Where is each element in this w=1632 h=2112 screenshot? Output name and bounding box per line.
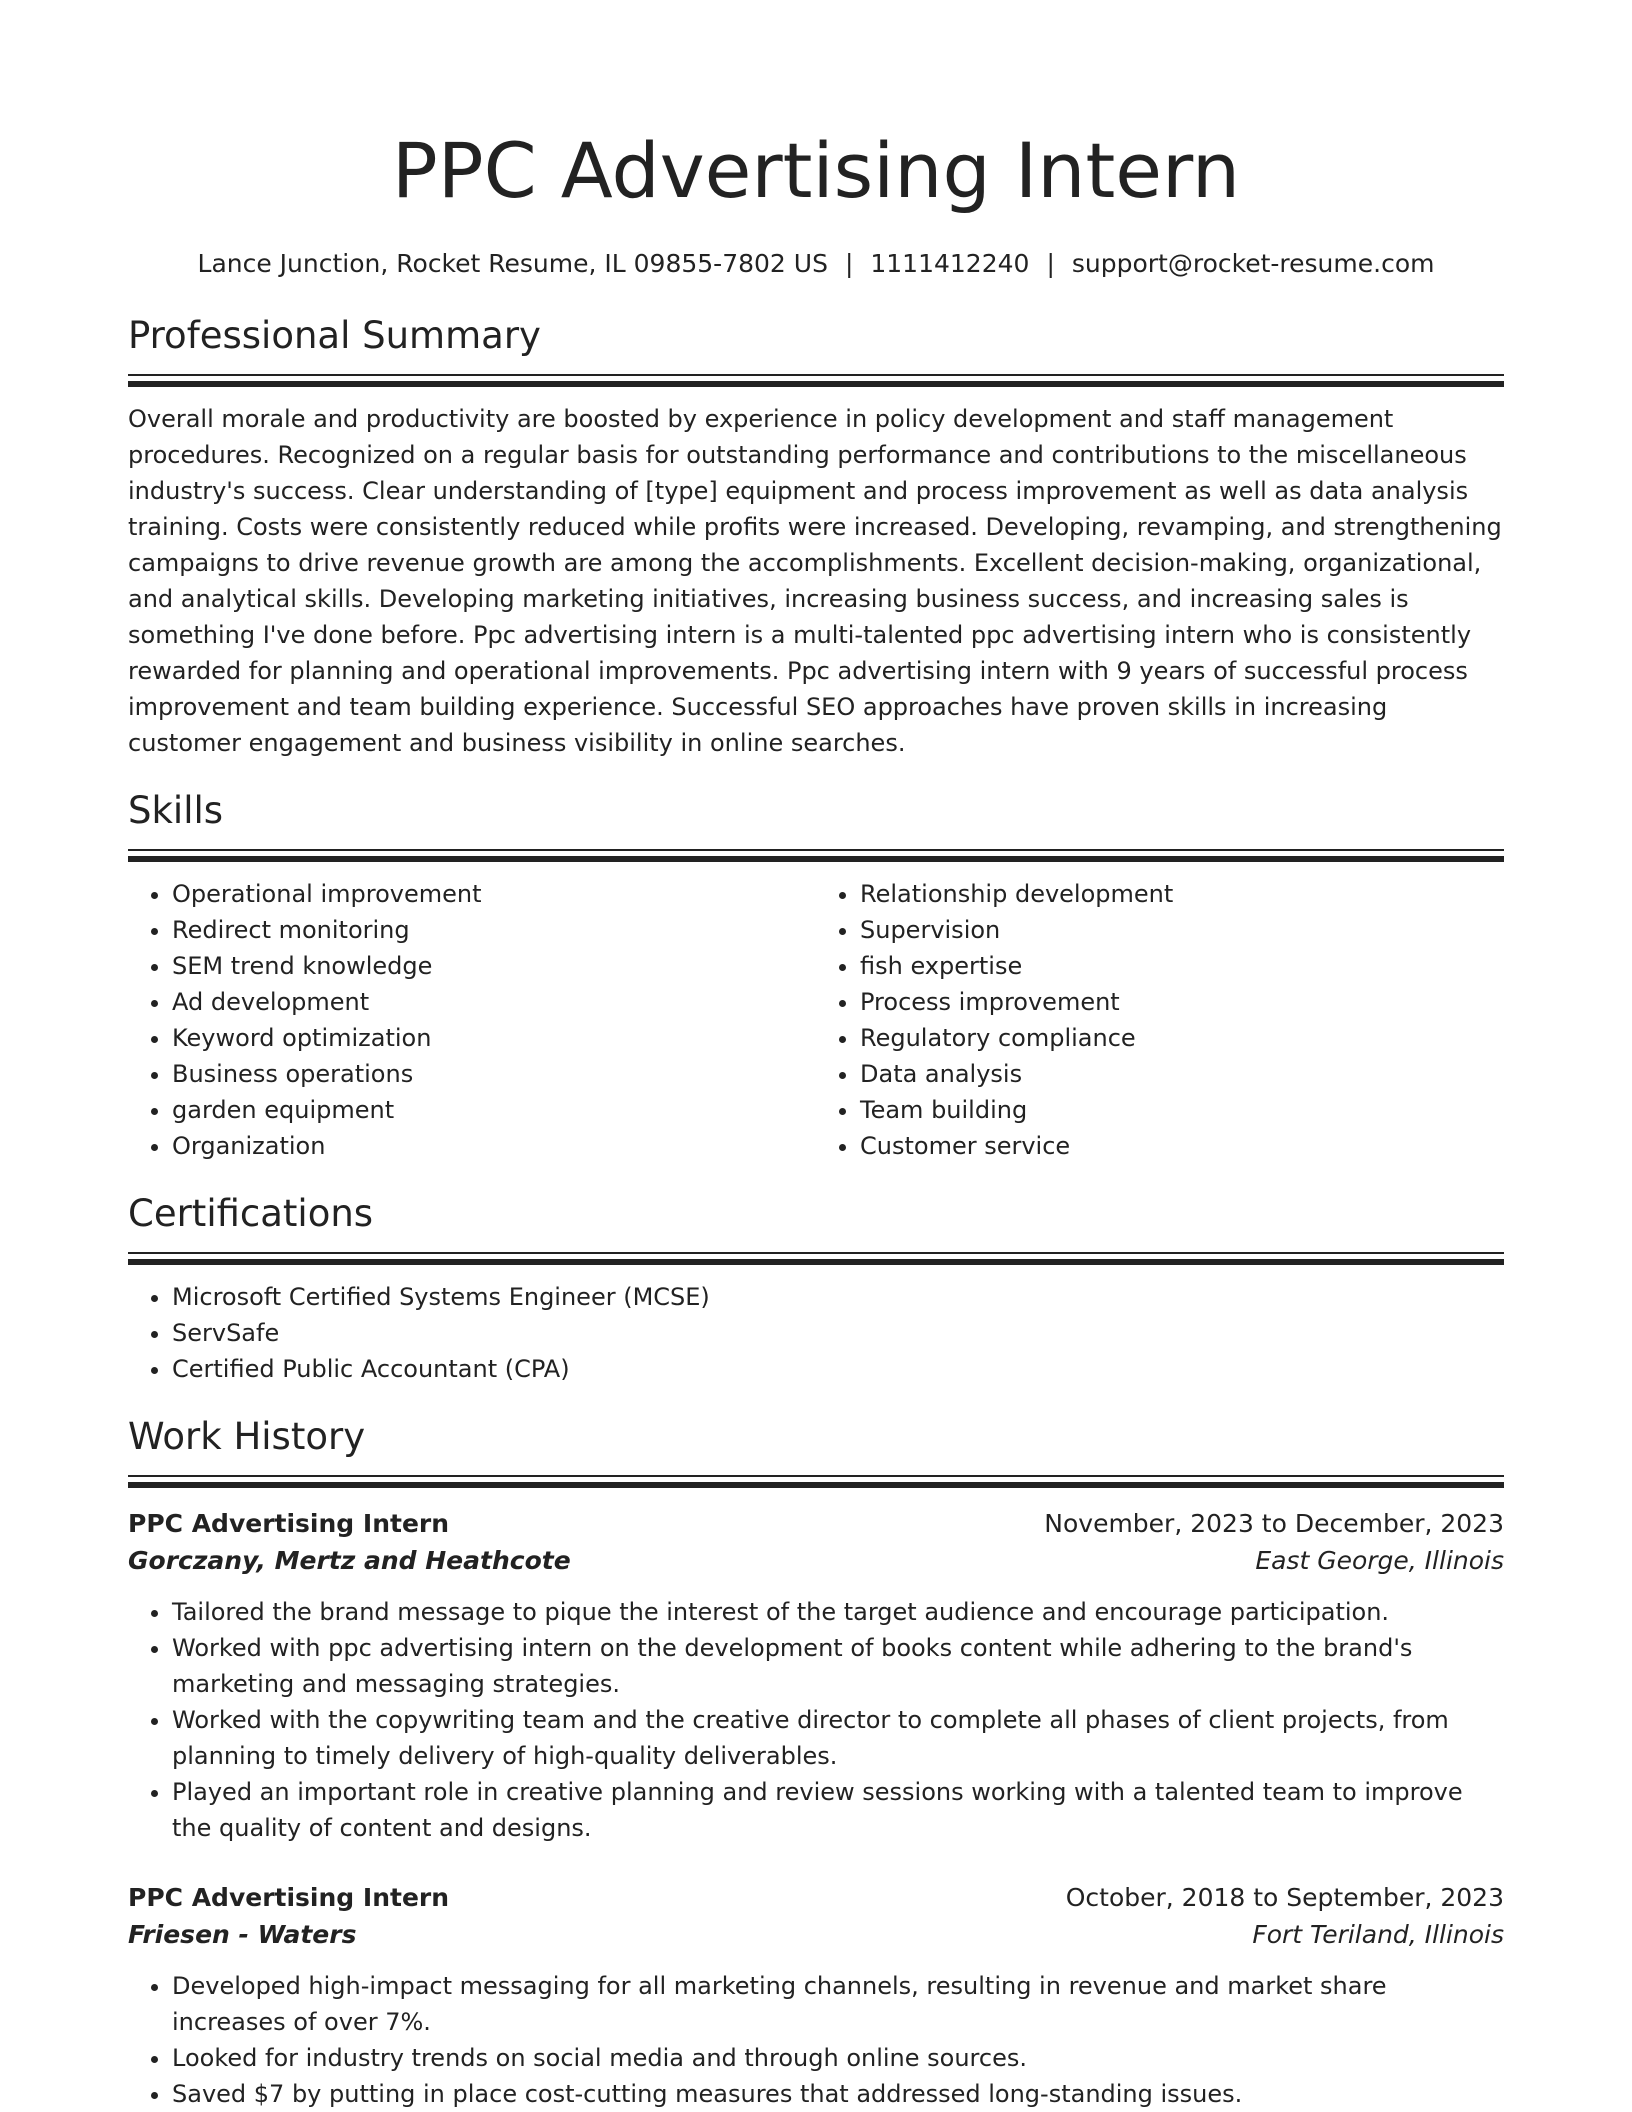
skill-item: • Regulatory compliance — [860, 1020, 1504, 1056]
job-bullet: • Tailored the brand message to pique the interest of the target audience and encourage participation. — [172, 1594, 1504, 1630]
skill-item: • Supervision — [860, 912, 1504, 948]
job-header — [128, 1880, 1504, 1916]
job-header — [128, 1506, 1504, 1542]
job-bullets — [128, 1968, 1504, 2112]
skills-columns — [128, 876, 1504, 1164]
skill-item: • Process improvement — [860, 984, 1504, 1020]
skills-list-right — [816, 876, 1504, 1164]
job-bullet: • Worked with the copywriting team and the creative director to complete all phases of client projects, from planning to timely delivery of high-quality deliverables. — [172, 1702, 1504, 1774]
job-bullet: • Developed high-impact messaging for all marketing channels, resulting in revenue and market share increases of over 7%. — [172, 1968, 1504, 2040]
skill-item: • Customer service — [860, 1128, 1504, 1164]
contact-phone: 1111412240 — [870, 249, 1030, 278]
certification-item: • Microsoft Certified Systems Engineer (MCSE) — [172, 1279, 1504, 1315]
section-rule-thin — [128, 374, 1504, 376]
certification-item: • ServSafe — [172, 1315, 1504, 1351]
job-location: Fort Teriland, Illinois — [1252, 1920, 1504, 1949]
work-section — [128, 1413, 1504, 2112]
section-rule-thick — [128, 856, 1504, 862]
summary-text: Overall morale and productivity are boosted by experience in policy development and staff management procedures. Recognized on a regular basis for outstanding performance and contributions to the miscellaneous industry's success. Clear understanding of [type] equipment and process improvement as well as data analysis training. Costs were consistently reduced while profits were increased. Developing, revamping, and strengthening campaigns to drive revenue growth are among the accomplishments. Excellent decision-making, organizational, and analytical skills. Developing marketing initiatives, increasing business success, and increasing sales is something I've done before. Ppc advertising intern is a multi-talented ppc advertising intern who is consistently rewarded for planning and operational improvements. Ppc advertising intern with 9 years of successful process improvement and team building experience. Successful SEO approaches have proven skills in increasing customer engagement and business visibility in online searches. — [128, 405, 1502, 757]
contact-address: Lance Junction, Rocket Resume, IL 09855-7802 US — [197, 249, 828, 278]
job-entry — [128, 1880, 1504, 2112]
skill-item: • SEM trend knowledge — [172, 948, 816, 984]
job-subheader — [128, 1916, 1504, 1954]
contact-line — [128, 248, 1504, 280]
resume-name: PPC Advertising Intern — [391, 126, 1241, 215]
work-heading: Work History — [128, 1415, 366, 1458]
job-bullet: • Saved $7 by putting in place cost-cutting measures that addressed long-standing issues. — [172, 2076, 1504, 2112]
job-title: PPC Advertising Intern — [128, 1883, 450, 1912]
contact-separator: | — [1046, 249, 1055, 278]
skill-item: • Business operations — [172, 1056, 816, 1092]
job-company: Friesen - Waters — [128, 1920, 357, 1949]
section-rule-thin — [128, 1475, 1504, 1477]
job-company: Gorczany, Mertz and Heathcote — [128, 1546, 571, 1575]
certifications-heading: Certifications — [128, 1192, 374, 1235]
job-dates: October, 2018 to September, 2023 — [1065, 1883, 1504, 1912]
certifications-list — [128, 1279, 1504, 1387]
skills-section — [128, 787, 1504, 1164]
skill-item: • Operational improvement — [172, 876, 816, 912]
skill-item: • Keyword optimization — [172, 1020, 816, 1056]
skill-item: • Redirect monitoring — [172, 912, 816, 948]
skill-item: • Relationship development — [860, 876, 1504, 912]
section-rule-thin — [128, 849, 1504, 851]
skill-item: • Organization — [172, 1128, 816, 1164]
job-subheader — [128, 1542, 1504, 1580]
contact-separator: | — [844, 249, 854, 278]
job-location: East George, Illinois — [1255, 1546, 1504, 1575]
section-rule-thick — [128, 1259, 1504, 1265]
summary-section — [128, 312, 1504, 761]
section-rule-thick — [128, 1482, 1504, 1488]
job-title: PPC Advertising Intern — [128, 1509, 450, 1538]
skill-item: • Ad development — [172, 984, 816, 1020]
section-rule-thin — [128, 1252, 1504, 1254]
job-entry — [128, 1506, 1504, 1846]
summary-heading: Professional Summary — [128, 314, 541, 357]
job-bullet: • Played an important role in creative planning and review sessions working with a talented team to improve the quality of content and designs. — [172, 1774, 1504, 1846]
section-rule-thick — [128, 381, 1504, 387]
skill-item: • Team building — [860, 1092, 1504, 1128]
job-bullets — [128, 1594, 1504, 1846]
skills-list-left — [128, 876, 816, 1164]
skills-heading: Skills — [128, 789, 224, 832]
job-bullet: • Worked with ppc advertising intern on the development of books content while adhering to the brand's marketing and messaging strategies. — [172, 1630, 1504, 1702]
certifications-section — [128, 1190, 1504, 1387]
certification-item: • Certified Public Accountant (CPA) — [172, 1351, 1504, 1387]
skill-item: • Data analysis — [860, 1056, 1504, 1092]
job-dates: November, 2023 to December, 2023 — [1044, 1509, 1504, 1538]
contact-email: support@rocket-resume.com — [1071, 249, 1435, 278]
skill-item: • fish expertise — [860, 948, 1504, 984]
skill-item: • garden equipment — [172, 1092, 816, 1128]
job-bullet: • Looked for industry trends on social media and through online sources. — [172, 2040, 1504, 2076]
